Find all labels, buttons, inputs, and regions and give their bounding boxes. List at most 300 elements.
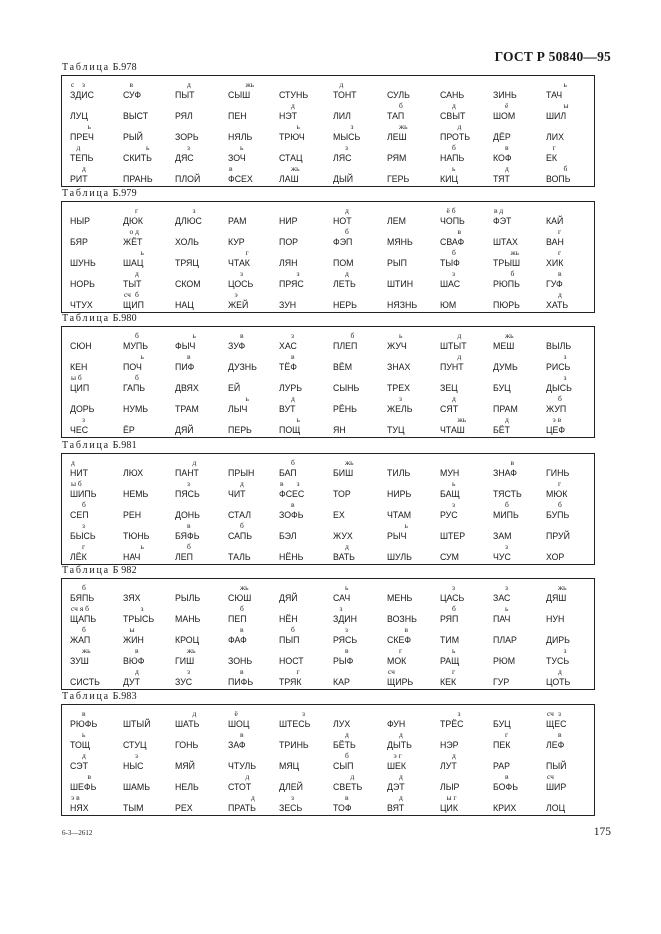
table-cell — [333, 626, 393, 648]
word: ЧТАК — [228, 258, 250, 268]
table-cell — [175, 353, 235, 375]
word: ПЫП — [279, 635, 300, 645]
word: ШИР — [546, 782, 567, 792]
word: ДВЯХ — [175, 383, 199, 393]
word: ШОЦ — [228, 719, 250, 729]
table-cell — [493, 332, 553, 354]
table-cell — [279, 584, 339, 606]
word: ПРОТЬ — [440, 132, 470, 142]
word: СЮН — [70, 341, 92, 351]
table-caption-number: Б.980 — [109, 313, 137, 324]
word: МЕНЬ — [387, 593, 413, 603]
word: СКЕФ — [387, 635, 412, 645]
word: НЕРЬ — [333, 300, 357, 310]
letter-annotation: д — [135, 269, 139, 278]
word: НОТ — [333, 216, 352, 226]
table-cell — [123, 731, 183, 753]
word: БЯПЬ — [70, 593, 95, 603]
word: РЕН — [123, 510, 142, 520]
letter-annotation: з — [350, 122, 354, 131]
word: ДЮК — [123, 216, 143, 226]
word: РЫП — [387, 258, 407, 268]
table-cell — [123, 416, 183, 438]
word: БУЦ — [493, 719, 511, 729]
word: ПРУЙ — [546, 531, 570, 541]
table-cell — [333, 416, 393, 438]
letter-annotation: г — [552, 143, 556, 152]
table-cell — [387, 794, 447, 816]
table-cell — [175, 291, 235, 313]
letter-annotation: з — [82, 80, 85, 89]
table-caption-number: Б.978 — [109, 62, 137, 73]
word: ТОР — [333, 489, 351, 499]
word: ЦИК — [440, 803, 458, 813]
word: БЭЛ — [279, 531, 297, 541]
table-cell — [123, 794, 183, 816]
table-cell — [493, 144, 553, 166]
table-cell — [175, 374, 235, 396]
table-cell — [387, 459, 447, 481]
word-table — [61, 201, 595, 313]
table-cell — [70, 207, 130, 229]
word: ЗОРЬ — [175, 132, 199, 142]
word: НЫР — [70, 216, 91, 226]
word: ХАТЬ — [546, 300, 569, 310]
table-cell — [333, 584, 393, 606]
letter-annotation: ё — [234, 709, 238, 718]
word: ЛЯС — [333, 153, 352, 163]
letter-annotation: д — [457, 331, 462, 340]
table-cell — [493, 374, 553, 396]
table-cell — [175, 459, 235, 481]
letter-annotation: ы б — [71, 479, 82, 488]
word: ТРЫСЬ — [123, 614, 155, 624]
word: ВАН — [546, 237, 564, 247]
table-cell — [546, 144, 606, 166]
table-cell — [175, 207, 235, 229]
table-cell — [70, 416, 130, 438]
table-cell — [546, 207, 606, 229]
word: ВЯТ — [387, 803, 405, 813]
page-number: 175 — [593, 826, 611, 838]
table-cell — [493, 752, 553, 774]
word: ТРЯК — [279, 677, 302, 687]
word: СУЛЬ — [387, 90, 410, 100]
table-cell — [123, 501, 183, 523]
table-caption-label: Таблица — [62, 691, 110, 702]
letter-annotation: д — [187, 80, 191, 89]
word: СТУЦ — [123, 740, 147, 750]
word: ТЫФ — [440, 258, 460, 268]
table-cell — [387, 228, 447, 250]
word: ЛЁК — [70, 552, 87, 562]
word: ЗУШ — [70, 656, 89, 666]
word: МЯЦ — [279, 761, 300, 771]
word: ЛУРЬ — [279, 383, 303, 393]
table-cell — [279, 144, 339, 166]
table-cell — [279, 270, 339, 292]
table-cell — [387, 752, 447, 774]
word: БЫСЬ — [70, 531, 96, 541]
word: ЗНАФ — [493, 468, 517, 478]
word: РЮФЬ — [70, 719, 98, 729]
word: ПУНТ — [440, 362, 464, 372]
table-cell — [123, 752, 183, 774]
table-cell — [175, 123, 235, 145]
word: ЗНАХ — [387, 362, 411, 372]
letter-annotation: о д — [129, 227, 139, 236]
table-cell — [70, 291, 130, 313]
table-cell — [387, 144, 447, 166]
table-cell — [387, 123, 447, 145]
table-cell — [175, 165, 235, 187]
word: БУЦ — [493, 383, 511, 393]
word: ТЯТ — [493, 174, 510, 184]
table-cell — [279, 752, 339, 774]
letter-annotation: д — [291, 394, 295, 403]
letter-annotation: ь — [345, 583, 349, 592]
word: РЯЛ — [175, 111, 193, 121]
word-table — [61, 578, 595, 690]
word: ТУЦ — [387, 425, 405, 435]
letter-annotation: д — [452, 101, 456, 110]
word: ШИПЬ — [70, 489, 97, 499]
word: ПЕРЬ — [228, 425, 252, 435]
table-cell — [493, 731, 553, 753]
letter-annotation: э г — [393, 751, 402, 760]
letter-annotation: б — [345, 227, 349, 236]
table-cell — [175, 395, 235, 417]
table-cell — [279, 626, 339, 648]
word: НУН — [546, 614, 565, 624]
letter-annotation: б — [452, 604, 456, 613]
word: БИШ — [333, 468, 354, 478]
word: БЁТЬ — [333, 740, 356, 750]
word: ПАНТ — [175, 468, 199, 478]
word: ЛЕМ — [387, 216, 406, 226]
letter-annotation: б — [563, 164, 568, 173]
word: ЗОЧ — [228, 153, 246, 163]
word: МУН — [440, 468, 460, 478]
word: КАР — [333, 677, 350, 687]
word: ГИШ — [175, 656, 195, 666]
table-caption-label: Таблица — [62, 565, 110, 576]
table-cell — [440, 752, 500, 774]
word: ПИФ — [175, 362, 195, 372]
table-cell — [546, 459, 606, 481]
table-cell — [70, 710, 130, 732]
word: СЯТ — [440, 404, 459, 414]
word: ВОПЬ — [546, 174, 571, 184]
table-cell — [175, 270, 235, 292]
letter-annotation: д — [399, 793, 403, 802]
word: ЖИН — [123, 635, 144, 645]
letter-annotation: з — [457, 709, 461, 718]
letter-annotation: з — [140, 604, 144, 613]
table-cell — [70, 773, 130, 795]
word: ТИМ — [440, 635, 460, 645]
letter-annotation: г — [399, 646, 403, 655]
table-cell — [333, 207, 393, 229]
word: ЗУН — [279, 300, 297, 310]
word: ДЯЙ — [175, 425, 194, 435]
table-cell — [70, 584, 130, 606]
word: ШЕФЬ — [70, 782, 97, 792]
letter-annotation: г — [558, 227, 562, 236]
letter-annotation: в — [558, 269, 562, 278]
word: ВЫЛЬ — [546, 341, 572, 351]
table-cell — [279, 522, 339, 544]
letter-annotation: б — [82, 625, 86, 634]
letter-annotation: в — [510, 458, 515, 467]
table-cell — [123, 584, 183, 606]
word: ЛЫР — [440, 782, 460, 792]
letter-annotation: з — [82, 521, 85, 530]
word: СТАЦ — [279, 153, 303, 163]
letter-annotation: ь — [146, 143, 150, 152]
letter-annotation: з — [302, 709, 305, 718]
letter-annotation: ь — [192, 331, 196, 340]
word: ЖЁТ — [123, 237, 143, 247]
table-cell — [387, 626, 447, 648]
letter-annotation: з — [505, 583, 508, 592]
table-cell — [440, 543, 500, 565]
table-cell — [123, 270, 183, 292]
table-cell — [440, 207, 500, 229]
word: ПЫЙ — [546, 761, 567, 771]
letter-annotation: б — [399, 101, 403, 110]
letter-annotation: з — [82, 415, 85, 424]
table-cell — [123, 81, 183, 103]
letter-annotation: жь — [345, 458, 354, 467]
word: НИР — [279, 216, 298, 226]
table-cell — [333, 102, 393, 124]
word: ДЯЙ — [279, 593, 298, 603]
word: ДУТ — [123, 677, 141, 687]
letter-annotation: д — [339, 80, 344, 89]
word: ЕЙ — [228, 383, 241, 393]
letter-annotation: ь — [399, 331, 403, 340]
table-cell — [333, 395, 393, 417]
table-cell — [333, 731, 393, 753]
table-cell — [279, 605, 339, 627]
table-cell — [387, 81, 447, 103]
letter-annotation: в — [82, 709, 86, 718]
word: НЕМЬ — [123, 489, 149, 499]
table-cell — [70, 459, 130, 481]
letter-annotation: сч я б — [71, 604, 89, 613]
table-cell — [70, 543, 130, 565]
word: ДЫТЬ — [387, 740, 412, 750]
table-caption — [62, 440, 137, 452]
word: ПРАМ — [493, 404, 518, 414]
word-table — [61, 453, 595, 565]
letter-annotation: в — [280, 479, 284, 488]
table-cell — [440, 291, 500, 313]
table-cell — [546, 773, 606, 795]
word: ПРЕЧ — [70, 132, 94, 142]
word: ЩИРЬ — [387, 677, 414, 687]
letter-annotation: в — [129, 80, 134, 89]
table-cell — [440, 249, 500, 271]
letter-annotation: ы б — [71, 373, 82, 382]
letter-annotation: г — [296, 667, 300, 676]
table-cell — [440, 668, 500, 690]
table-cell — [387, 584, 447, 606]
table-cell — [546, 291, 606, 313]
table-cell — [279, 332, 339, 354]
table-cell — [123, 773, 183, 795]
letter-annotation: ь — [563, 80, 567, 89]
table-cell — [440, 144, 500, 166]
word: ЧТАШ — [440, 425, 465, 435]
word-table — [61, 75, 595, 187]
word: КРИХ — [493, 803, 517, 813]
table-cell — [175, 647, 235, 669]
letter-annotation: в — [291, 500, 295, 509]
table-cell — [440, 773, 500, 795]
word: ЗЕЦ — [440, 383, 458, 393]
table-cell — [123, 605, 183, 627]
word: ДУЗНЬ — [228, 362, 257, 372]
table-cell — [70, 794, 130, 816]
table-cell — [175, 773, 235, 795]
letter-annotation: д — [452, 394, 456, 403]
letter-annotation: в — [345, 793, 349, 802]
word: ГЕРЬ — [387, 174, 410, 184]
word: ЩЕС — [546, 719, 567, 729]
table-cell — [546, 605, 606, 627]
word: САЧ — [333, 593, 351, 603]
table-cell — [387, 501, 447, 523]
word: ХОЛЬ — [175, 237, 199, 247]
letter-annotation: д — [399, 772, 403, 781]
table-caption-number: Б 982 — [109, 565, 137, 576]
table-cell — [387, 668, 447, 690]
word: СЫШ — [228, 90, 251, 100]
letter-annotation: в — [404, 625, 409, 634]
table-cell — [123, 144, 183, 166]
table-cell — [493, 668, 553, 690]
word: ВЫСТ — [123, 111, 149, 121]
word: ЛЕШ — [387, 132, 407, 142]
word: КЕК — [440, 677, 457, 687]
word: ХАС — [279, 341, 297, 351]
word: РЕХ — [175, 803, 193, 813]
table-cell — [123, 459, 183, 481]
table-caption-number: Б.981 — [109, 440, 137, 451]
letter-annotation: сч — [124, 290, 131, 299]
table-cell — [440, 374, 500, 396]
table-cell — [279, 249, 339, 271]
table-cell — [493, 416, 553, 438]
word: ДИРЬ — [546, 635, 570, 645]
table-cell — [175, 522, 235, 544]
table-cell — [440, 647, 500, 669]
word: НУМЬ — [123, 404, 149, 414]
table-cell — [175, 710, 235, 732]
word: СУФ — [123, 90, 142, 100]
letter-annotation: б — [135, 373, 139, 382]
table-caption — [62, 313, 137, 325]
word: ТЫТ — [123, 279, 142, 289]
letter-annotation: д — [345, 269, 349, 278]
word: ФЭП — [333, 237, 353, 247]
word: СКИТЬ — [123, 153, 152, 163]
word: СЭТ — [70, 761, 88, 771]
table-cell — [546, 710, 606, 732]
table-cell — [279, 165, 339, 187]
letter-annotation: в — [87, 772, 92, 781]
letter-annotation: в — [187, 521, 191, 530]
letter-annotation: д — [345, 542, 349, 551]
letter-annotation: б — [558, 500, 562, 509]
word: НЯХ — [70, 803, 89, 813]
letter-annotation: в — [457, 227, 462, 236]
letter-annotation: сч — [388, 667, 395, 676]
table-cell — [279, 668, 339, 690]
word: ШУНЬ — [70, 258, 96, 268]
letter-annotation: з — [399, 394, 402, 403]
letter-annotation: б — [345, 751, 349, 760]
letter-annotation: б — [82, 583, 86, 592]
table-cell — [175, 102, 235, 124]
letter-annotation: э в — [552, 415, 562, 424]
table-cell — [440, 584, 500, 606]
word: ЮМ — [440, 300, 457, 310]
word: НЁНЬ — [279, 552, 304, 562]
table-cell — [175, 668, 235, 690]
word: ПЕК — [493, 740, 511, 750]
letter-annotation: в — [229, 164, 233, 173]
word: ЛЕП — [175, 552, 193, 562]
table-cell — [279, 102, 339, 124]
word: МОК — [387, 656, 407, 666]
table-cell — [70, 81, 130, 103]
letter-annotation: ь — [404, 521, 408, 530]
table-cell — [493, 543, 553, 565]
word: ТОНТ — [333, 90, 357, 100]
table-cell — [123, 522, 183, 544]
table-cell — [493, 626, 553, 648]
table-cell — [123, 626, 183, 648]
table-cell — [279, 416, 339, 438]
word: ШТАХ — [493, 237, 518, 247]
word: ШАТЬ — [175, 719, 200, 729]
word: РАЩ — [440, 656, 460, 666]
letter-annotation: в — [505, 143, 509, 152]
word: ГУР — [493, 677, 510, 687]
word: ЧТУХ — [70, 300, 93, 310]
word: ЛУЦ — [70, 111, 88, 121]
word: ЖЕЛЬ — [387, 404, 413, 414]
letter-annotation: ь — [82, 730, 86, 739]
table-cell — [123, 710, 183, 732]
word: НЕЛЬ — [175, 782, 199, 792]
table-cell — [387, 416, 447, 438]
word: ПРАНЬ — [123, 174, 153, 184]
table-cell — [123, 332, 183, 354]
table-cell — [546, 228, 606, 250]
word: ЗОНЬ — [228, 656, 253, 666]
table-cell — [493, 270, 553, 292]
letter-annotation: б — [82, 500, 86, 509]
letter-annotation: з — [291, 793, 294, 802]
word: РЫФ — [333, 656, 354, 666]
word: ТРЁС — [440, 719, 464, 729]
word: ЦОТЬ — [546, 677, 571, 687]
word: ВУТ — [279, 404, 296, 414]
